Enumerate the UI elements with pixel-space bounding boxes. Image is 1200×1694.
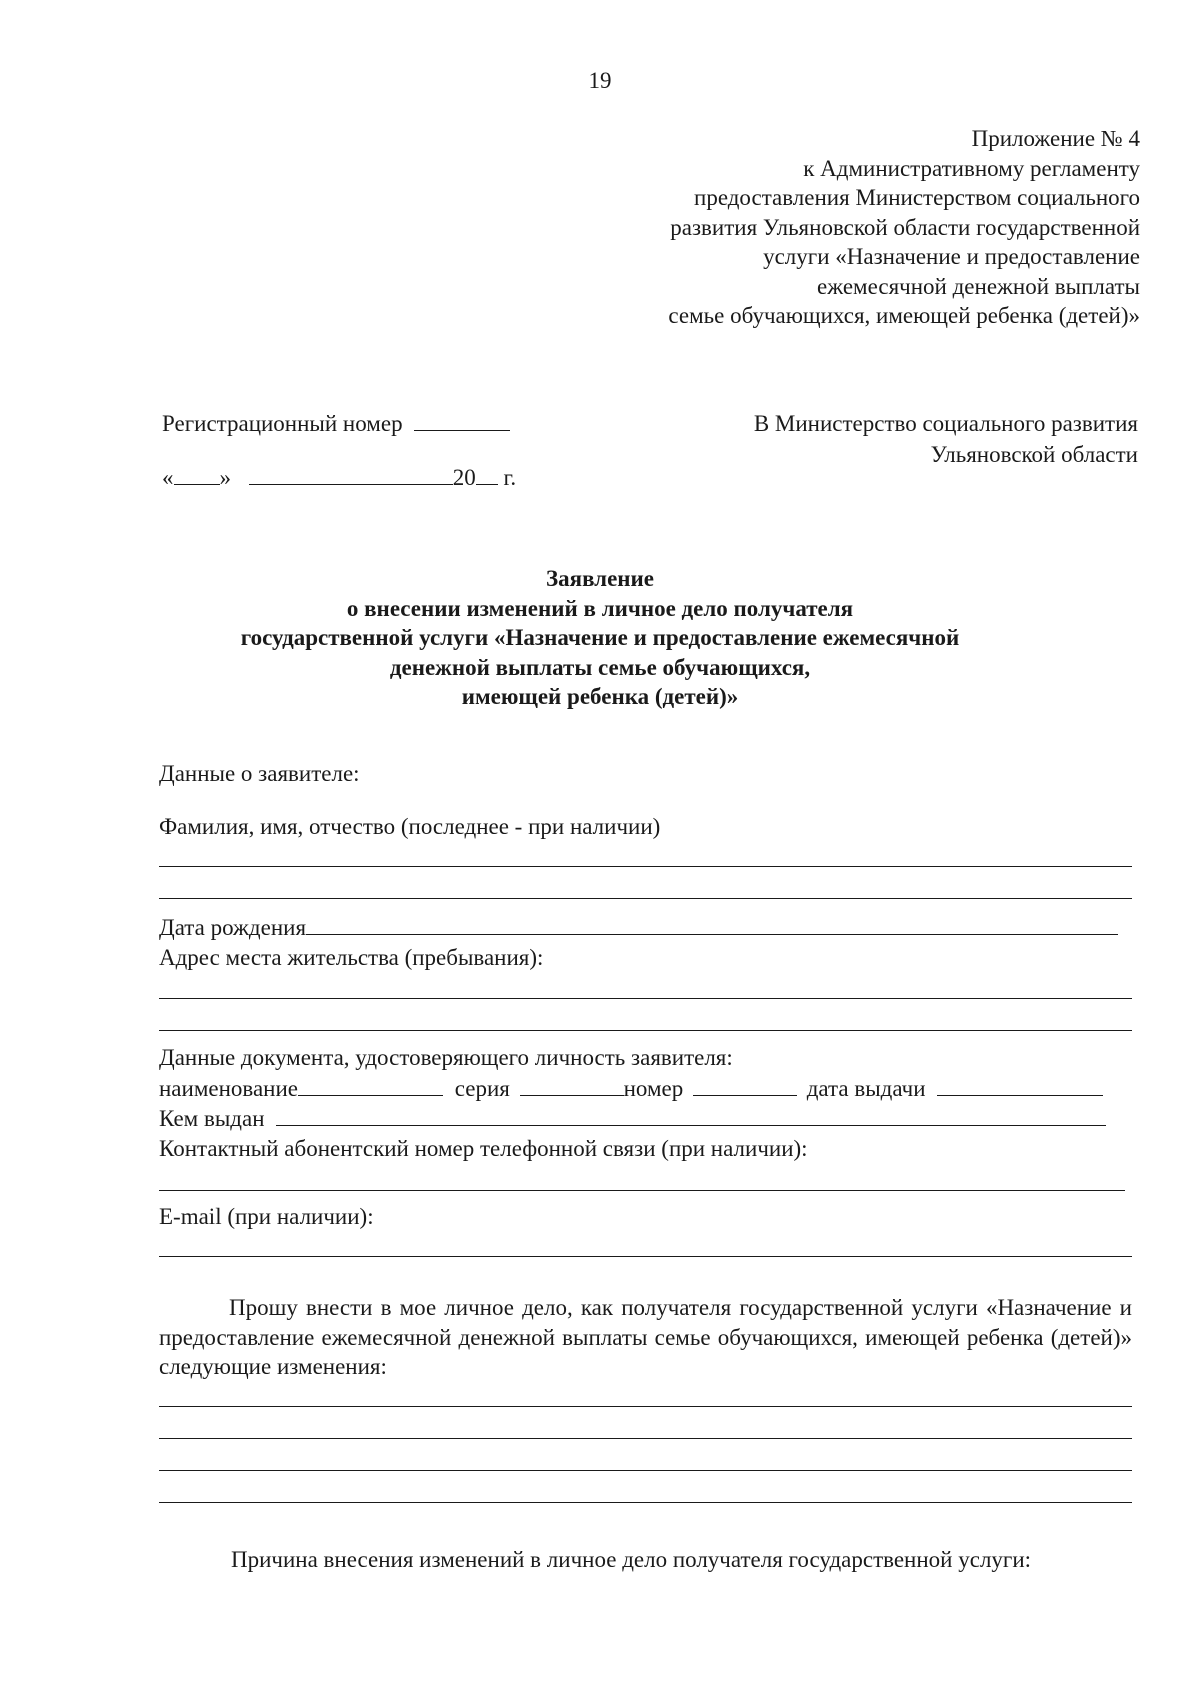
title-line: денежной выплаты семье обучающихся, (389, 654, 811, 680)
birth-date-field[interactable] (306, 912, 1118, 935)
registration-number-row (162, 408, 510, 438)
appendix-line: услуги «Назначение и предоставление (763, 244, 1140, 269)
registration-date-row (162, 462, 516, 492)
issued-by-field[interactable] (276, 1103, 1106, 1126)
phone-label: Контактный абонентский номер телефонной связи (при наличии): (159, 1136, 808, 1161)
page-number: 19 (588, 68, 612, 93)
appendix-line: ежемесячной денежной выплаты (817, 273, 1140, 299)
full-name-line-2[interactable] (159, 898, 1132, 899)
title-line: о внесении изменений в личное дело получателя (346, 595, 854, 621)
request-text: Прошу внести в мое личное дело, как получателя государственной услуги «Назначение и предоставление ежемесячной денежной выплаты семье обучающихся, имеющей ребенка (детей)» следующие изменения: (159, 1295, 1132, 1379)
phone-field[interactable] (159, 1190, 1125, 1191)
id-name-label: наименование (159, 1076, 298, 1101)
appendix-line: развития Ульяновской области государственной (670, 214, 1140, 240)
address-line-1[interactable] (159, 998, 1132, 999)
id-number-label: номер (623, 1076, 684, 1101)
recipient-line: Ульяновской области (930, 442, 1138, 467)
date-year-suffix: г. (503, 465, 517, 490)
appendix-line: к Административному регламенту (803, 155, 1140, 181)
address-label: Адрес места жительства (пребывания): (159, 945, 544, 970)
id-series-field[interactable] (520, 1073, 624, 1096)
id-issue-date-field[interactable] (937, 1073, 1103, 1096)
id-number-field[interactable] (693, 1073, 797, 1096)
recipient-line: В Министерство социального развития (753, 411, 1138, 436)
applicant-heading: Данные о заявителе: (159, 761, 360, 786)
changes-line-1[interactable] (159, 1406, 1132, 1407)
changes-line-2[interactable] (159, 1438, 1132, 1439)
date-close-quote: » (219, 465, 231, 490)
date-open-quote: « (162, 465, 174, 490)
issued-by-row (159, 1103, 1106, 1133)
appendix-line: предоставления Министерством социального (694, 185, 1140, 210)
appendix-header (668, 124, 1140, 331)
registration-number-field[interactable] (414, 408, 510, 431)
date-month-field[interactable] (249, 462, 453, 485)
issued-by-label: Кем выдан (159, 1106, 265, 1131)
id-series-label: серия (454, 1076, 510, 1101)
document-title (0, 564, 1200, 712)
recipient-block (754, 408, 1138, 470)
title-line: государственной услуги «Назначение и предоставление ежемесячной (240, 625, 960, 650)
full-name-line-1[interactable] (159, 866, 1132, 867)
request-paragraph (159, 1293, 1132, 1382)
id-document-row (159, 1073, 1103, 1103)
email-label: E-mail (при наличии): (159, 1204, 374, 1229)
registration-number-label: Регистрационный номер (162, 411, 403, 436)
birth-date-row (159, 912, 1118, 942)
address-line-2[interactable] (159, 1030, 1132, 1031)
date-year-prefix: 20 (452, 465, 476, 490)
reason-label: Причина внесения изменений в личное дело получателя государственной услуги: (231, 1547, 1032, 1572)
birth-date-label: Дата рождения (159, 915, 307, 940)
full-name-label: Фамилия, имя, отчество (последнее - при наличии) (159, 814, 661, 839)
changes-line-4[interactable] (159, 1502, 1132, 1503)
id-issue-date-label: дата выдачи (806, 1076, 926, 1101)
title-line: имеющей ребенка (детей)» (461, 684, 739, 709)
changes-line-3[interactable] (159, 1470, 1132, 1471)
email-field[interactable] (159, 1256, 1132, 1257)
date-year-field[interactable] (476, 462, 498, 485)
title-line: Заявление (545, 566, 655, 591)
date-day-field[interactable] (174, 462, 220, 485)
appendix-line: Приложение № 4 (971, 126, 1140, 151)
appendix-line: семье обучающихся, имеющей ребенка (детей)» (668, 303, 1140, 328)
id-name-field[interactable] (298, 1073, 443, 1096)
id-document-heading: Данные документа, удостоверяющего личность заявителя: (159, 1045, 733, 1070)
